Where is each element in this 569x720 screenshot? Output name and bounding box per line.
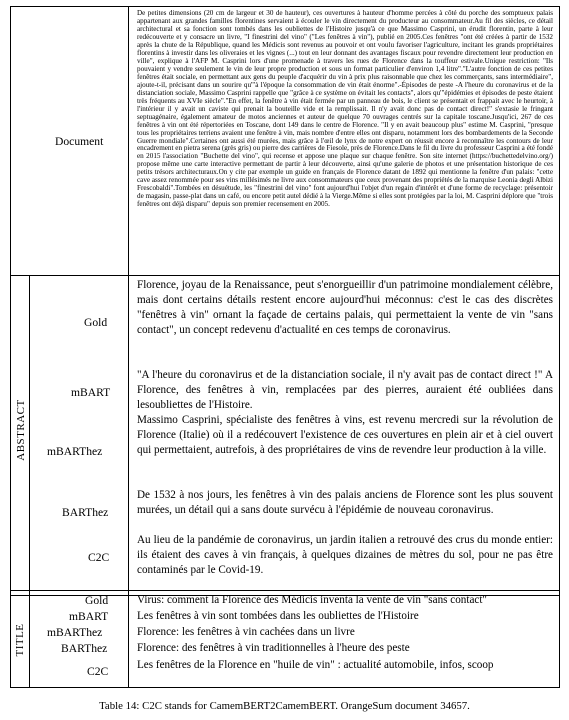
rule-document-abstract: [11, 275, 559, 276]
abstract-text-mbarthez: Massimo Casprini, spécialiste des fenêtres à vins, est revenu mercredi sur la révolution de Florence (Italie) où il a redécouvert l'existence de ces ouvertures en plein air et à ciel ouvert qui permettaient, autrefois, à des propriétaires de vins de revendre leur production à la ville.: [137, 414, 553, 456]
abstract-model-c2c: C2C: [88, 551, 110, 564]
abstract-section-label: ABSTRACT: [15, 399, 27, 461]
title-model-mbart: mBART: [69, 610, 109, 623]
title-model-mbarthez: mBARThez: [47, 626, 103, 639]
title-text-mbarthez: Florence: les fenêtres à vin cachées dans un livre: [137, 626, 355, 638]
table-caption: Table 14: C2C stands for CamemBERT2CamemBERT. OrangeSum document 34657.: [99, 700, 470, 712]
rule-section-column: [29, 275, 30, 687]
abstract-model-mbart: mBART: [71, 386, 111, 399]
title-text-gold: Virus: comment la Florence des Médicis inventa la vente de vin "sans contact": [137, 594, 487, 606]
title-model-barthez: BARThez: [61, 642, 108, 655]
abstract-text-c2c: Au lieu de la pandémie de coronavirus, un jardin italien a retrouvé des crus du monde entier: ils étaient des caves à vin français, à quelques dizaines de mètres du sol, pour ne pas être contaminés par le Covid-19.: [137, 534, 553, 576]
abstract-text-barthez: De 1532 à nos jours, les fenêtres à vin des palais anciens de Florence sont les plus souvent murées, un détail qui a sans doute survécu à l'épidémie de nouveau coronavirus.: [137, 489, 553, 516]
abstract-model-barthez: BARThez: [62, 506, 109, 519]
title-section-label: TITLE: [14, 623, 26, 657]
title-text-c2c: Les fenêtres de la Florence en "huile de vin" : actualité automobile, infos, scoop: [137, 659, 494, 671]
abstract-model-gold: Gold: [84, 316, 108, 329]
title-text-barthez: Florence: des fenêtres à vin traditionnelles à l'heure des peste: [137, 642, 410, 654]
title-model-c2c: C2C: [87, 665, 109, 678]
results-table: [10, 6, 560, 688]
rule-abstract-title: [11, 590, 559, 591]
document-text: De petites dimensions (20 cm de largeur et 30 de hauteur), ces ouvertures à hauteur d'homme percées à côté du porche des somptueux palais appartenant aux grandes familles florentines servaient à écouler le vin directement du producteur au consommateur.Au fil des siècles, ce détail architectural et sa fonction sont tombés dans les oubliettes de l'Histoire jusqu'à ce que Massimo Casprini, un érudit florentin, parte à leur redécouverte et y consacre un livre, "I finestrini del vino" ("Les fenêtres à vin"), publié en 2005.Ces fenêtres "ont été créées à partir de 1532 après la chute de la République, quand les Médicis sont revenus au pouvoir et ont voulu favoriser l'agriculture, incitant les grands propriétaires florentins à investir dans les oliveraies et les vignes (...) tout en leur donnant des avantages fiscaux pour revendre directement leur production en ville", explique à l'AFP M. Casprini lors d'une promenade à travers les rues de Florence dans la touffeur estivale.Unique restriction: "Ils pouvaient y vendre seulement le vin de leur propre production et sous un format particulier d'environ 1,4 litre"."L'autre fonction de ces petites fenêtres était sociale, en permettant aux gens du peuple d'acquérir du vin à prix plus raisonnable que chez les commerçants, sans intermédiaire", ajoute-t-il, précisant dans un sourire qu'"à l'époque la consommation de vin était énorme".-Épisodes de peste -A l'heure du coronavirus et de la distanciation sociale, Massimo Casprini rappelle que "grâce à ce système on évitait les contacts", alors qu'"épidémies et épisodes de peste étaient très fréquents au XVIe siècle"."En effet, la fenêtre à vin était fermée par un panneau de bois, le client se présentait et frappait avec le heurtoir, à l'intérieur il y avait un caviste qui prenait la bouteille vide et la remplissait. Il n'y avait donc pas de contact direct!" s'extasie le fringant septuagénaire, également amateur de motos anciennes et auteur de quelque 70 ouvrages centrés sur la capitale toscane.Jusqu'ici, 267 de ces fenêtres à vin ont été répertoriées en Toscane, dont 149 dans le centre de Florence. "Il y en avait beaucoup plus" estime M. Casprini, "presque tous les propriétaires terriens avaient une fenêtre à vin, mais nombre d'entre elles ont disparu, notamment lors des bombardements de la Seconde Guerre mondiale".Certaines ont aussi été murées, mais grâce à l'œil de lynx de notre expert on réussit encore à reconnaître les contours de leur encadrement en pietra serena (grès gris) ou pierre des carrières de Fiesole, près de Florence.Dans le fil du livre du professeur Casprini a été fondé en 2015 l'association "Buchette del vino", qui recense et appose une plaque sur chaque fenêtre. Son site internet (https://buchettedelvino.org/) propose même une carte interactive permettant de partir à leur découverte, ainsi qu'une galerie de photos et une présentation historique de ces petits trésors architecturaux.On y cite par exemple un guide en français de Florence datant de 1892 qui mentionne la fenêtre d'un palais: "cette cave assez renommée pour ses vins millésimés ne livre aux consommateurs que ceux provenant des propriétés de la marquise Leonia degli Albizi Frescobaldi".Tombées en désuétude, les "finestrini del vino" font aujourd'hui l'objet d'un regain d'intérêt et d'une forme de recyclage: présentoir de magasin, passe-plat dans un café, ou encore petit autel dédié à la Vierge.Même si elles sont protégées par la loi, M. Casprini déplore que "trois fenêtres ont déjà disparu" depuis son premier recensement en 2005.: [137, 9, 553, 209]
title-text-mbart: Les fenêtres à vin sont tombées dans les oubliettes de l'Histoire: [137, 610, 419, 622]
abstract-text-mbart: "A l'heure du coronavirus et de la distanciation sociale, il n'y avait pas de contact direct !" A Florence, des fenêtres à vin, remplacées par des pierres, auraient été oubliées dans lesoubliettes de l'Histoire.: [137, 369, 553, 411]
abstract-model-mbarthez: mBARThez: [47, 445, 103, 458]
abstract-text-gold: Florence, joyau de la Renaissance, peut s'enorgueillir d'un patrimoine mondialement célèbre, mais dont certains détails restent encore aujourd'hui méconnus: c'est le cas des discrètes "fenêtres à vin" ornant la façade de certains palais, qui permettaient la vente de vin "sans contact", un concept redevenu d'actualité en ces temps de coronavirus.: [137, 279, 553, 336]
title-model-gold: Gold: [85, 594, 109, 607]
document-label: Document: [55, 135, 104, 148]
